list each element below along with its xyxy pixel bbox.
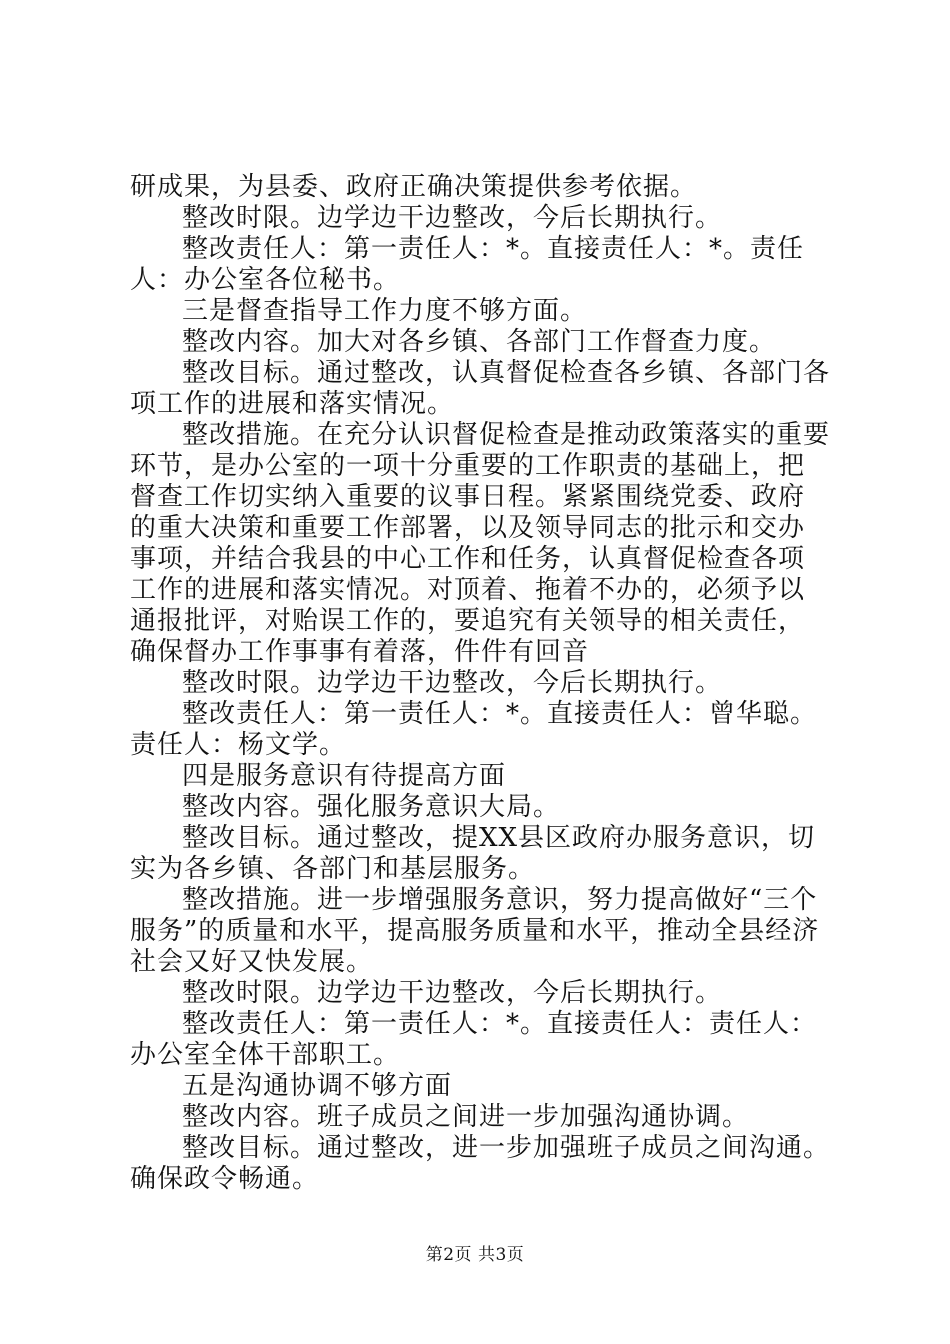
paragraph-2: 整改时限。边学边干边整改，今后长期执行。: [182, 203, 723, 233]
page-footer: [0, 1245, 950, 1265]
paragraph-15: 整改责任人：第一责任人：*。直接责任人：责任人：办公室全体干部职工。: [130, 1009, 818, 1070]
paragraph-11: 整改内容。强化服务意识大局。: [182, 792, 561, 822]
section-heading-4: 四是服务意识有待提高方面: [182, 761, 507, 791]
paragraph-13: 整改措施。进一步增强服务意识，努力提高做好“三个服务”的质量和水平，提高服务质量和水平，推动全县经济社会又好又快发展。: [130, 885, 820, 977]
paragraph-5: 整改内容。加大对各乡镇、各部门工作督查力度。: [182, 327, 777, 357]
paragraph-18: 整改目标。通过整改，进一步加强班子成员之间沟通。确保政令畅通。: [130, 1133, 831, 1194]
paragraph-17: 整改内容。班子成员之间进一步加强沟通协调。: [182, 1102, 750, 1132]
paragraph-9: 整改责任人：第一责任人：*。直接责任人：曾华聪。责任人：杨文学。: [130, 699, 818, 760]
paragraph-3: 整改责任人：第一责任人：*。直接责任人：*。责任人：办公室各位秘书。: [130, 234, 805, 295]
paragraph-6: 整改目标。通过整改，认真督促检查各乡镇、各部门各项工作的进展和落实情况。: [130, 358, 831, 419]
paragraph-12: 整改目标。通过整改，提XX县区政府办服务意识，切实为各乡镇、各部门和基层服务。: [130, 823, 816, 884]
paragraph-1: 研成果，为县委、政府正确决策提供参考依据。: [130, 172, 698, 202]
paragraph-8: 整改时限。边学边干边整改，今后长期执行。: [182, 668, 723, 698]
document-body: [130, 172, 830, 1195]
section-heading-3: 三是督查指导工作力度不够方面。: [182, 296, 588, 326]
paragraph-14: 整改时限。边学边干边整改，今后长期执行。: [182, 978, 723, 1008]
section-heading-5: 五是沟通协调不够方面: [182, 1071, 453, 1101]
page-number-label: 第2页 共3页: [425, 1245, 525, 1265]
paragraph-7: 整改措施。在充分认识督促检查是推动政策落实的重要环节，是办公室的一项十分重要的工作职责的基础上，把督查工作切实纳入重要的议事日程。紧紧围绕党委、政府的重大决策和重要工作部署，以及领导同志的批示和交办事项，并结合我县的中心工作和任务，认真督促检查各项工作的进展和落实情况。对顶着、拖着不办的，必须予以通报批评，对贻误工作的，要追究有关领导的相关责任，确保督办工作事事有着落，件件有回音: [130, 420, 831, 667]
